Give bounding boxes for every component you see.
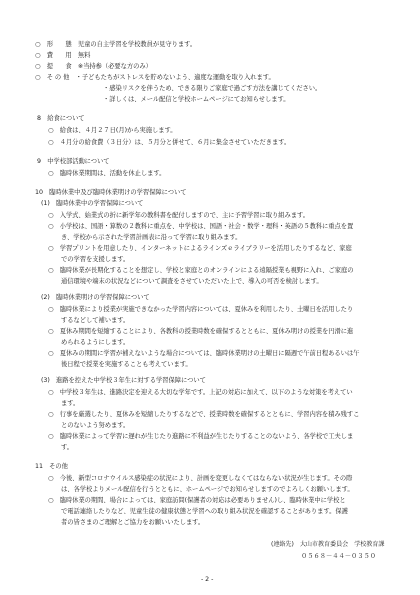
- text-line: (2) 臨時休業明けの学習保障について: [41, 294, 150, 301]
- text-line: (3) 進路を控えた中学校３年生に対する学習保障について: [41, 377, 206, 384]
- text-line: す。: [61, 444, 73, 451]
- text-line: ○ 臨時休業によって学習に遅れが生じたり進路に不利益が生じたりすることのないよう、各学校で工夫しま: [48, 433, 354, 440]
- text-line: ○ 今後、新型コロナウイルス感染症の状況により、計画を変更しなくてはならない状況が生じます。その際: [48, 475, 353, 482]
- page-number: - 2 -: [201, 576, 214, 583]
- text-line: での学習を支援します。: [61, 256, 130, 263]
- text-line: ○ 入学式、始業式の折に新学年の教科書を配付しますので、主に予習学習に取り組みます。: [48, 212, 309, 219]
- text-line: とのないよう努めます。: [61, 422, 130, 429]
- text-line: ・詳しくは、メール配信と学校ホームページにてお知らせします。: [103, 96, 290, 103]
- text-line: ○ 形 態 児童の自主学習を学校教員が見守ります。: [35, 41, 197, 48]
- contact-phone: ０５６８－４４－０３５０: [301, 553, 376, 560]
- text-line: するなどして補います。: [61, 317, 130, 324]
- text-line: ○ 小学校は、国語・算数の２教科に重点を、中学校は、国語・社会・数学・理科・英語の５教科に重点を置: [48, 223, 354, 230]
- text-line: 9 中学校部活動について: [37, 158, 110, 165]
- text-line: 後日程で授業を実施することも考えています。: [61, 361, 192, 368]
- text-line: ○ 学習プリントを用意したり、インターネットによるラインズｅライブラリーを活用したりするなど、家庭: [48, 245, 352, 252]
- text-line: ○ 夏休みの期間に学習が補えないような場合については、臨時休業明けの土曜日に隔週で午前日程あるいは午: [48, 350, 360, 357]
- text-line: で電話連絡したりなど、児童生徒の健康状態と学習への取り組み状況を確認することがあります。保護: [61, 508, 348, 515]
- text-line: ます。: [61, 400, 80, 407]
- text-line: ○ 給食は、４月２７日(月)から実施します。: [48, 127, 177, 134]
- text-line: ・感染リスクを伴うため、できる限りご家庭で過ごす方法を講じてください。: [103, 85, 322, 92]
- text-line: められるようにします。: [61, 339, 130, 346]
- text-line: ○ 臨時休業が長期化することを想定し、学校と家庭とのオンラインによる遠隔授業も視野に入れ、ご家庭の: [48, 267, 354, 274]
- contact-label: (連絡先) 大山市教育委員会 学校教育課: [271, 541, 385, 548]
- text-line: ○ 行事を厳選したり、夏休みを短縮したりするなどで、授業時数を確保するとともに、学習内容を積み残すこ: [48, 411, 360, 418]
- text-line: 10 臨時休業中及び臨時休業明けの学習保障について: [35, 189, 187, 196]
- text-line: (1) 臨時休業中の学習保障について: [41, 200, 144, 207]
- text-line: ○ 費 用 無料: [35, 52, 91, 59]
- text-line: 11 その他: [35, 463, 68, 470]
- text-line: は、各学校よりメール配信を行うとともに、ホームページでお知らせしますのでよろしくお願いします。: [61, 486, 354, 493]
- text-line: き、学校から示された学習計画表に沿って学習に取り組みます。: [61, 234, 242, 241]
- text-line: ○ 臨時休業の期間、場合によっては、家庭訪問(保護者の対応は必要ありません)し、臨時休業中に学校と: [48, 497, 346, 504]
- text-line: ○ 中学校３年生は、進路決定を迎える大切な学年です。上記の対応に加えて、以下のような対策を考えてい: [48, 389, 353, 396]
- text-line: 通信環境や端末の状況などについて調査をさせていただいた上で、導入の可否を検討します。: [61, 278, 323, 285]
- text-line: ○ 臨時休業により授業が実施できなかった学習内容については、夏休みを利用したり、土曜日を活用したり: [48, 306, 354, 313]
- text-line: 8 給食について: [37, 115, 85, 122]
- text-line: ○ 夏休み期間を短縮することにより、各教科の授業時数を確保するとともに、夏休み明けの授業を円滑に進: [48, 328, 354, 335]
- text-line: ○ 提 食 ※当持参（必要な方のみ）: [35, 63, 152, 70]
- text-line: ○ そ の 他 ・子どもたちがストレスを貯めないよう、適度な運動を取り入れます。: [35, 74, 275, 81]
- text-line: 者の皆さまのご理解とご協力をお願いいたします。: [61, 519, 205, 526]
- text-line: ○ ４月分の給食費（３日分）は、５月分と併せて、６月に集金させていただきます。: [48, 139, 291, 146]
- text-line: ○ 臨時休業期間は、活動を休止します。: [48, 170, 166, 177]
